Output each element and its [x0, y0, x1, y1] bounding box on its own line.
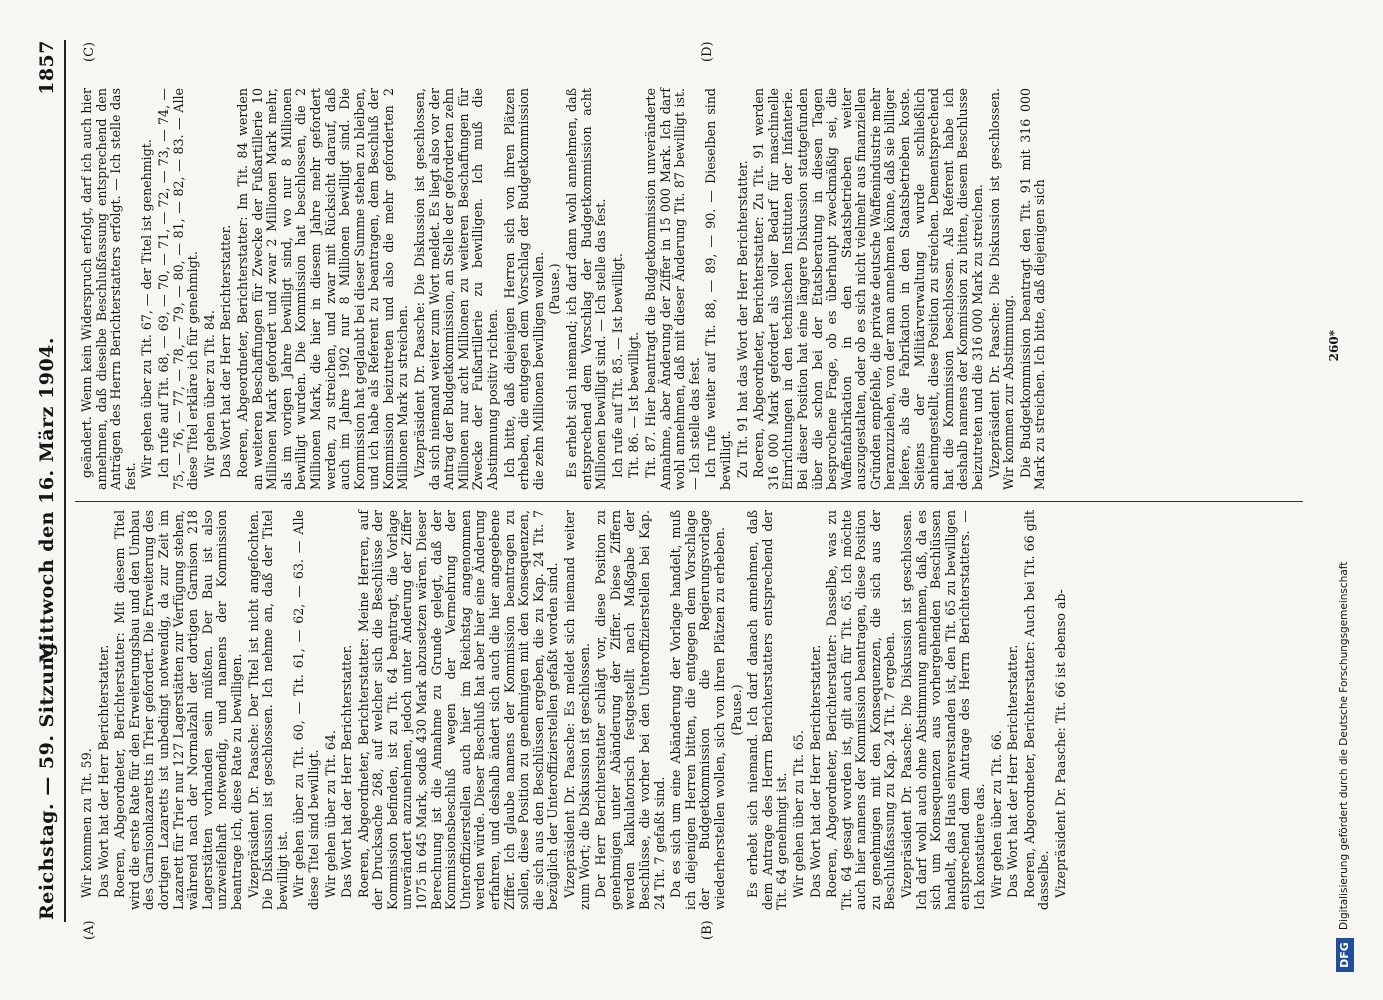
sheet-number: 260* [1327, 330, 1341, 362]
paragraph: (Pause.) [547, 263, 563, 315]
right-text-column [80, 88, 1050, 490]
paragraph: geändert. Wenn kein Widerspruch erfolgt, darf ich auch hier annehmen, daß dieselbe Beschlußfassung entsprechend den Anträgen des Herrn Berichterstatters erfolgt. — Ich stelle das fest. [79, 88, 138, 490]
paragraph: Vizepräsident Dr. Paasche: Die Diskussion ist geschlossen. Wir kommen zur Abstimmung. [986, 88, 1017, 490]
paragraph: Das Wort hat der Herr Berichterstatter. [807, 644, 823, 898]
page-header-left: Reichstag. — 59. Sitzung. [36, 635, 58, 920]
paragraph: Wir gehen über zu Tit. 84. [201, 310, 217, 478]
paragraph: Das Wort hat der Herr Berichterstatter. [339, 644, 355, 898]
paragraph: Die Budgetkommission beantragt den Tit. 91 mit 316 000 Mark zu streichen. Ich bitte, daß diejenigen sich [1017, 88, 1048, 490]
paragraph: Ich rufe weiter auf Tit. 88, — 89, — 90. — Dieselben sind bewilligt. [703, 88, 733, 490]
dfg-logo: DFG [1336, 938, 1354, 972]
paragraph: Roeren, Abgeordneter, Berichterstatter: Auch bei Tit. 66 gilt dasselbe. [1021, 510, 1052, 910]
paragraph: (Pause.) [728, 684, 744, 736]
paragraph: Wir gehen über zu Tit. 66. [988, 730, 1004, 898]
paragraph: Vizepräsident Dr. Paasche: Es meldet sich niemand weiter zum Wort; die Diskussion ist geschlossen. [562, 510, 592, 910]
paragraph: Wir gehen über zu Tit. 64. [322, 730, 338, 898]
paragraph: Es erhebt sich niemand. Ich darf danach annehmen, daß dem Antrage des Herrn Berichterstatters entsprechend der Tit. 64 genehmigt ist. [745, 510, 790, 910]
paragraph: Roeren, Abgeordneter, Berichterstatter: Im Tit. 84 werden an weiteren Beschaffungen für Zwecke der Fußartillerie 10 Millionen Mark gefordert und zwar 2 Millionen Mark mehr, als im vorigen Jahre bewilligt sind, wo nur 8 Millionen bewilligt wurden. Die Kommission hat beschlossen, die 2 Millionen Mark, die hier in diesem Jahre mehr gefordert werden, zu streichen, und zwar mit Rücksicht darauf, daß auch im Jahre 1902 nur 8 Millionen bewilligt sind. Die Kommission hat geglaubt bei dieser Summe stehen zu bleiben, und ich habe als Referent zu beantragen, dem Beschluß der Kommission beizutreten und also die mehr geforderten 2 Millionen Mark zu streichen. [234, 88, 411, 490]
paragraph: Ich rufe auf Tit. 85. — Ist bewilligt. [609, 253, 625, 478]
paragraph: Roeren, Abgeordneter, Berichterstatter: Mit diesem Titel wird die erste Rate für den Erweiterungsbau und den Umbau des Garnisonlazaretts in Trier gefordert. Die Erweiterung des dortigen Lazaretts ist unbedingt notwendig, da zur Zeit im Lazarett für Trier nur 127 Lagerstätten zur Verfügung stehen, während nach der Normalzahl der dortigen Garnison 218 Lagerstätten vorhanden sein müßten. Der Bau ist also unzweifelhaft notwendig, und namens der Kommission beantrage ich, diese Rate zu bewilligen. [112, 510, 244, 910]
paragraph: Das Wort hat der Herr Berichterstatter. [218, 224, 234, 478]
paragraph: Roeren, Abgeordneter, Berichterstatter: Dasselbe, was zu Tit. 64 gesagt worden ist, gilt auch für Tit. 65. Ich möchte auch hier namens der Kommission beantragen, diese Position zu genehmigen mit den Konsequenzen, die sich aus der Beschlußfassung zu Kap. 24 Tit. 7 ergeben. [824, 510, 898, 910]
page-number: 1857 [36, 40, 58, 95]
paragraph: Wir gehen über zu Tit. 60, — Tit. 61, — 62, — 63. — Alle diese Titel sind bewilligt. [291, 510, 321, 910]
paragraph: Das Wort hat der Herr Berichterstatter. [1005, 644, 1021, 898]
paragraph: Da es sich um eine Abänderung der Vorlage handelt, muß ich diejenigen Herren bitten, die entgegen dem Vorschlage der Budgetkommission die Regierungsvorlage wiederherstellen wollen, sich von ihren Plätzen zu erheben. [668, 510, 727, 910]
paragraph: Roeren, Abgeordneter, Berichterstatter: Zu Tit. 91 werden 316 000 Mark gefordert als voller Bedarf für maschinelle Einrichtungen in den technischen Instituten der Infanterie. Bei dieser Position hat eine längere Diskussion stattgefunden über die schon bei der Etatsberatung in diesen Tagen besprochene Frage, ob es überhaupt zweckmäßig sei, die Waffenfabrikation in den Staatsbetrieben weiter auszugestalten, oder ob es sich nicht vielmehr aus finanziellen Gründen empfehle, die private deutsche Waffenindustrie mehr heranzuziehen, von der man annehmen könne, daß sie billiger liefere, als die Fabrikation in den Staatsbetrieben koste. Seitens der Militärverwaltung wurde schließlich anheimgestellt, diese Position zu streichen. Dementsprechend hat die Kommission beschlossen. Als Referent habe ich deshalb namens der Kommission zu bitten, diesem Beschlusse beizutreten und die 316 000 Mark zu streichen. [751, 88, 986, 490]
paragraph: Tit. 86. — Ist bewilligt. [626, 331, 642, 478]
digitization-credit: Digitalisierung gefördert durch die Deutsche Forschungsgemeinschaft [1338, 561, 1350, 930]
marker-a: (A) [82, 920, 97, 940]
marker-b: (B) [700, 920, 715, 940]
paragraph: Tit. 87. Hier beantragt die Budgetkommission unveränderte Annahme, aber Änderung der Ziffer in 15 000 Mark. Ich darf wohl annehmen, daß mit dieser Änderung Tit. 87 bewilligt ist. — Ich stelle das fest. [642, 88, 702, 490]
paragraph: Vizepräsident Dr. Paasche: Die Diskussion ist geschlossen, da sich niemand weiter zum Wort meldet. Es liegt also vor der Antrag der Budgetkommission, an Stelle der geforderten zehn Millionen nur acht Millionen zu weiteren Beschaffungen für Zwecke der Fußartillerie zu bewilligen. Ich muß die Abstimmung positiv richten. [412, 88, 501, 490]
header-rule [64, 40, 66, 922]
paragraph: Vizepräsident Dr. Paasche: Der Titel ist nicht angefochten. Die Diskussion ist geschlossen. Ich nehme an, daß der Titel bewilligt ist. [245, 510, 290, 910]
page-header-date: Mittwoch den 16. März 1904. [36, 336, 58, 664]
paragraph: Wir gehen über zu Tit. 67, — der Titel ist genehmigt. [139, 139, 155, 478]
paragraph: Der Herr Berichterstatter schlägt vor, diese Position zu genehmigen unter Abänderung der Ziffer. Diese Ziffern werden kalkulatorisch festgestellt nach Maßgabe der Beschlüsse, die vorher bei den Unteroffizierstellen bei Kap. 24 Tit. 7 gefaßt sind. [593, 510, 667, 910]
marker-c: (C) [82, 41, 97, 62]
paragraph: Ich bitte, daß diejenigen Herren sich von ihren Plätzen erheben, die entgegen dem Vorschlag der Budgetkommission die zehn Millionen bewilligen wollen. [501, 88, 546, 490]
paragraph: Das Wort hat der Herr Berichterstatter. [95, 644, 111, 898]
left-text-column [80, 510, 1071, 910]
column-divider [75, 501, 1303, 502]
paragraph: Ich rufe auf Tit. 68, — 69, — 70, — 71, — 72, — 73, — 74, — 75, — 76, — 77, — 78, — 79, — 80, — 81, — 82, — 83. — Alle diese Titel erkläre ich für genehmigt. [155, 88, 201, 490]
paragraph: Roeren, Abgeordneter, Berichterstatter: Meine Herren, auf der Drucksache 268, auf welcher sich die Beschlüsse der Kommission befinden, ist zu Tit. 64 beantragt, die Vorlage unverändert anzunehmen, jedoch unter Änderung der Ziffer 1075 in 645 Mark, sodaß 430 Mark abzusetzen wären. Dieser Berechnung ist die Annahme zu Grunde gelegt, daß der Kommissionsbeschluß wegen der Vermehrung der Unteroffizierstellen auch hier im Reichstag angenommen werden würde. Dieser Beschluß hat aber hier eine Änderung erfahren, und deshalb ändert sich auch die hier angegebene Ziffer. Ich glaube namens der Kommission beantragen zu sollen, diese Position zu genehmigen mit den Konsequenzen, die sich aus den Beschlüssen ergeben, die zu Kap. 24 Tit. 7 bezüglich der Unteroffizierstellen gefaßt worden sind. [355, 510, 561, 910]
paragraph: Vizepräsident Dr. Paasche: Tit. 66 ist ebenso ab- [1053, 589, 1068, 898]
paragraph: Wir kommen zu Tit. 59. [79, 748, 94, 898]
marker-d: (D) [700, 41, 715, 62]
paragraph: Zu Tit. 91 hat das Wort der Herr Berichterstatter. [734, 160, 750, 478]
paragraph: Vizepräsident Dr. Paasche: Die Diskussion ist geschlossen. Ich darf wohl auch ohne Abstimmung annehmen, daß, da es sich um Konsequenzen aus vorhergehenden Beschlüssen handelt, das Haus einverstanden ist, den Tit. 65 zu bewilligen entsprechend dem Antrage des Herrn Berichterstatters. — Ich konstatiere das. [899, 510, 988, 910]
paragraph: Es erhebt sich niemand; ich darf dann wohl annehmen, daß entsprechend dem Vorschlag der Budgetkommission acht Millionen bewilligt sind. — Ich stelle das fest. [564, 88, 609, 490]
paragraph: Wir gehen über zu Tit. 65. [790, 730, 806, 898]
